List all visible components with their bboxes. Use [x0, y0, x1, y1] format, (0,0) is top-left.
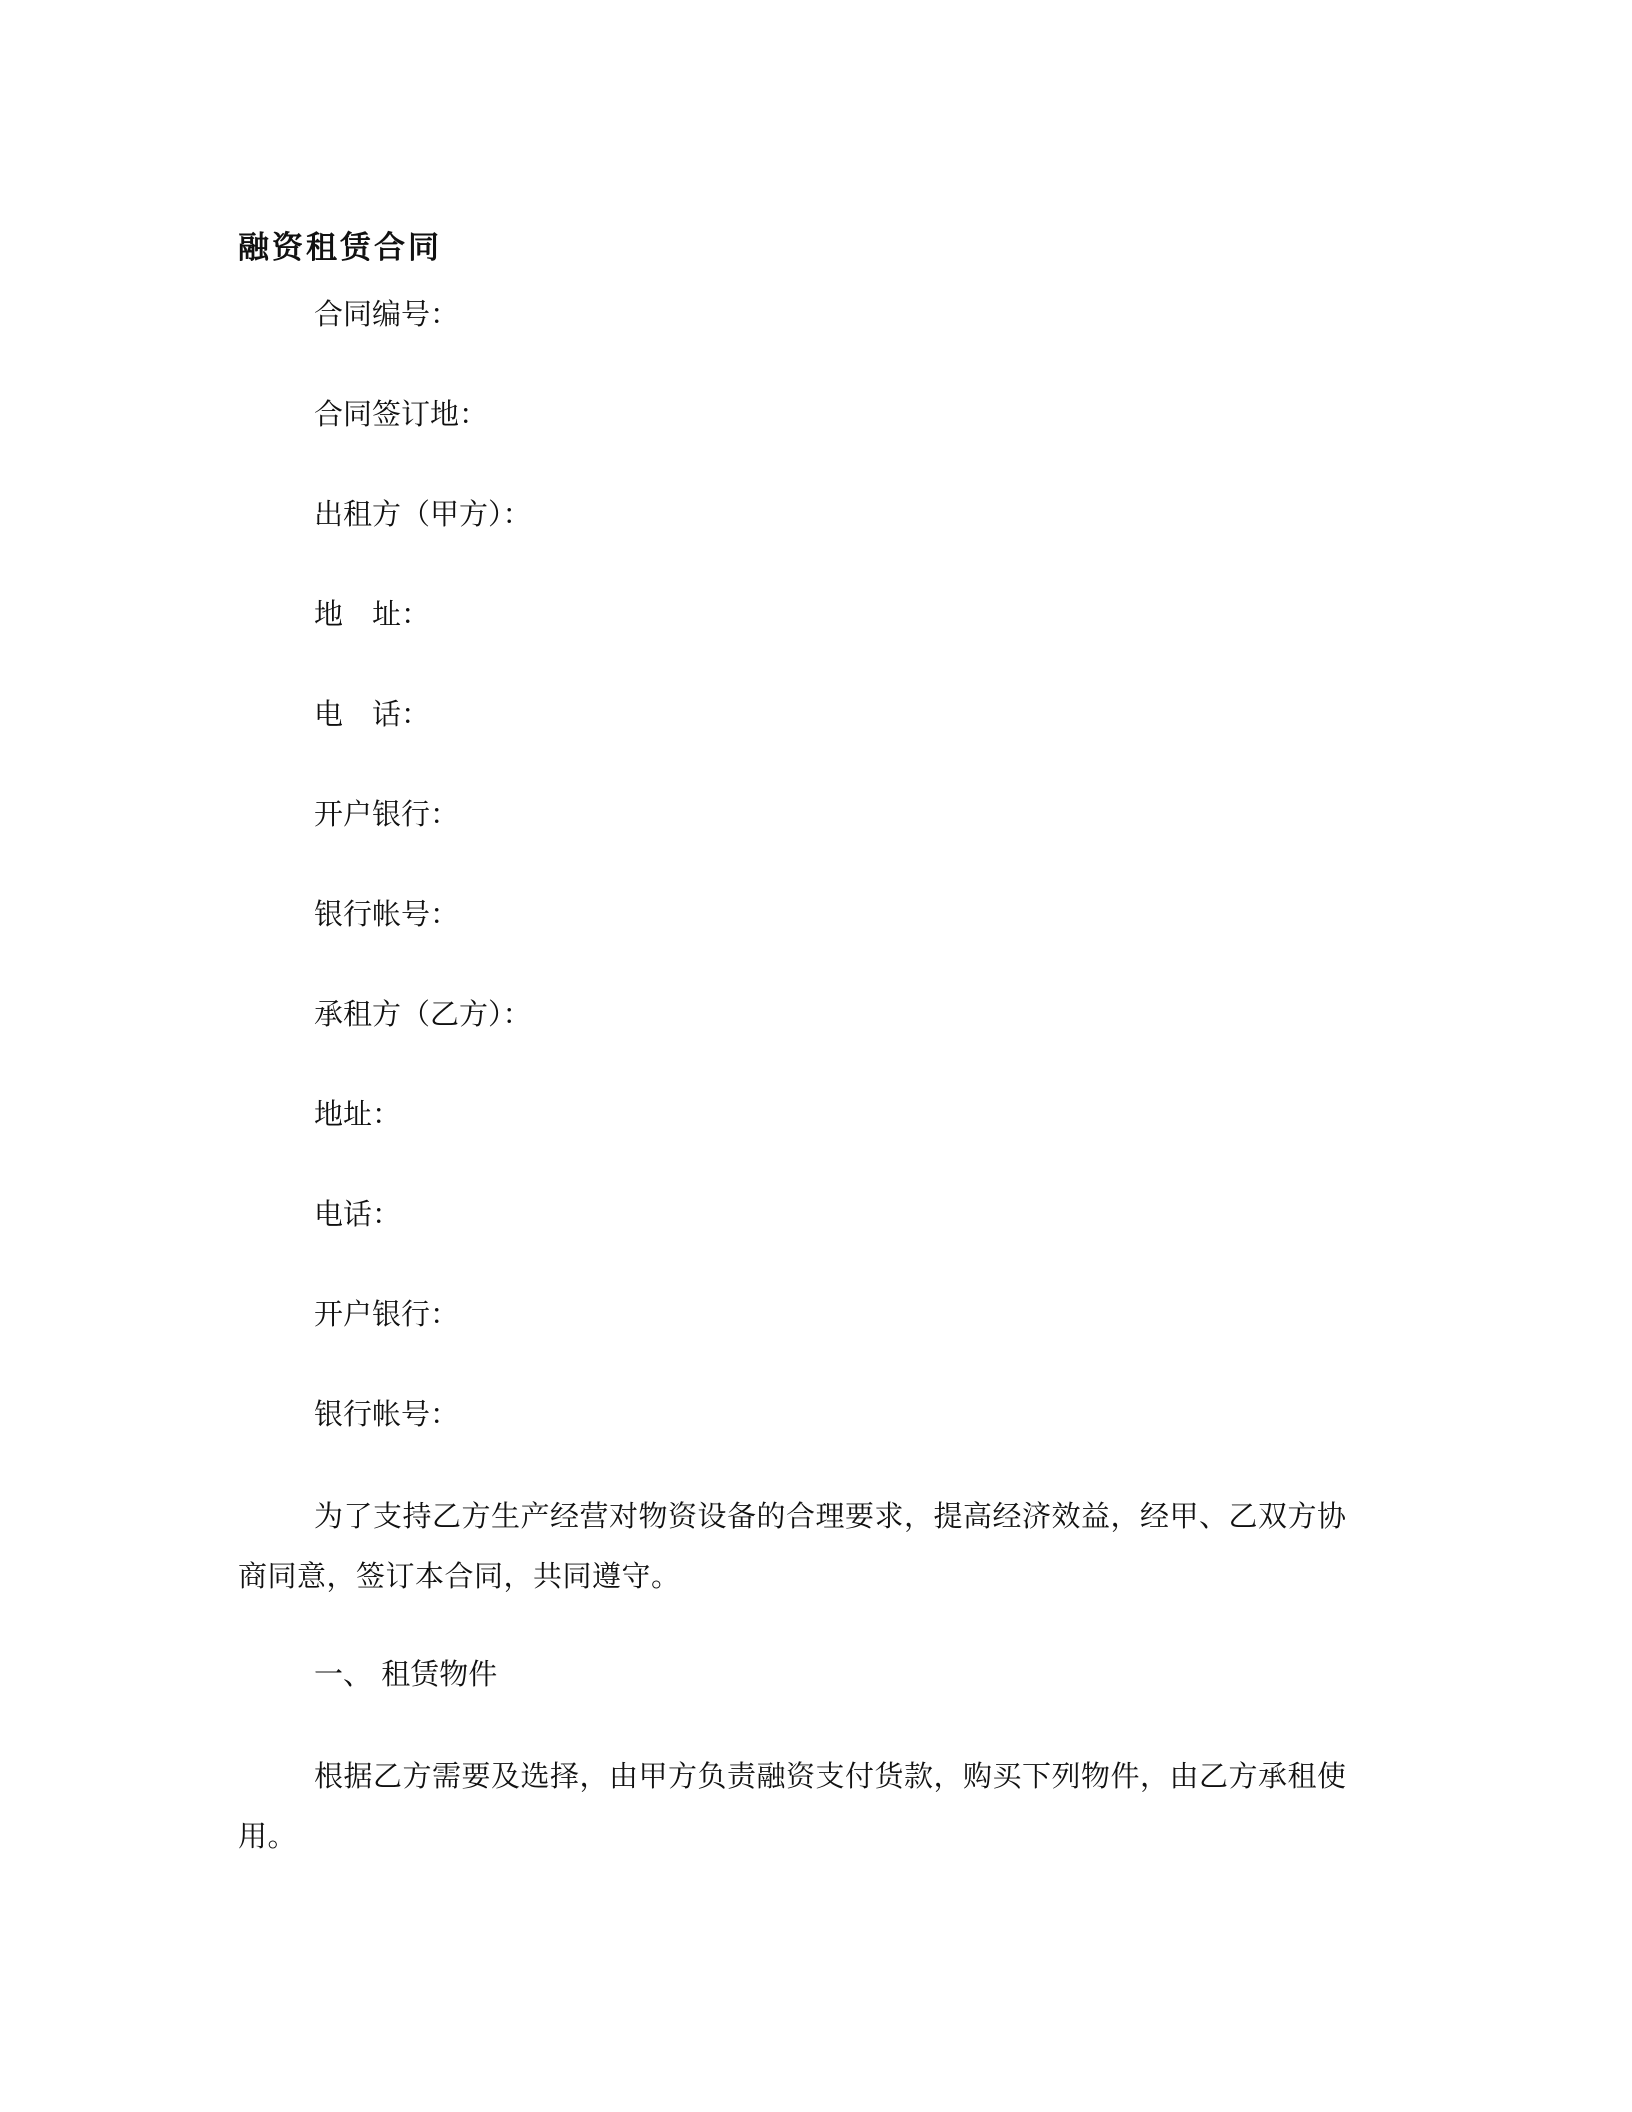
section-1-paragraph: 根据乙方需要及选择，由甲方负责融资支付货款，购买下列物件，由乙方承租使用。 [238, 1759, 1347, 1853]
field-signing-place: 合同签订地： [314, 397, 489, 431]
field-lessee-account: 银行帐号： [314, 1397, 460, 1431]
field-lessor-address: 地 址： [314, 597, 431, 631]
field-lessor-bank: 开户银行： [314, 797, 460, 831]
intro-paragraph: 为了支持乙方生产经营对物资设备的合理要求，提高经济效益，经甲、乙双方协商同意，签订本合同，共同遵守。 [238, 1499, 1347, 1593]
field-lessor: 出租方（甲方）： [314, 497, 532, 531]
field-contract-number: 合同编号： [314, 297, 460, 331]
field-lessee: 承租方（乙方）： [314, 997, 532, 1031]
section-1-heading: 一、 租赁物件 [314, 1657, 498, 1691]
field-lessee-bank: 开户银行： [314, 1297, 460, 1331]
field-lessor-phone: 电 话： [314, 697, 431, 731]
field-lessee-address: 地址： [314, 1097, 402, 1131]
field-lessee-phone: 电话： [314, 1197, 402, 1231]
field-lessor-account: 银行帐号： [314, 897, 460, 931]
document-title: 融资租赁合同 [238, 230, 442, 266]
